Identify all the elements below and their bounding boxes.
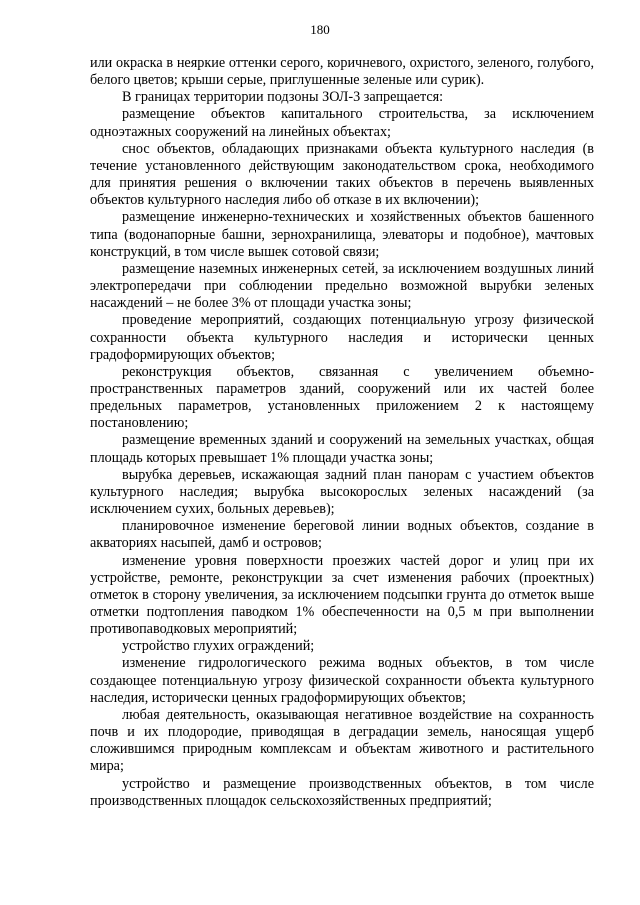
paragraph: проведение мероприятий, создающих потенциальную угрозу физической сохранности объекта культурного наследия и исторически ценных градоформирующих объектов; (90, 312, 594, 363)
paragraph: или окраска в неяркие оттенки серого, коричневого, охристого, зеленого, голубого, белого цветов; крыши серые, приглушенные зеленые или сурик). (90, 55, 594, 89)
paragraph: устройство глухих ограждений; (122, 638, 315, 655)
paragraph: В границах территории подзоны ЗОЛ-3 запрещается: (122, 89, 444, 106)
paragraph: размещение наземных инженерных сетей, за исключением воздушных линий электропередачи при соблюдении предельно возможной вырубки зеленых насаждений – не более 3% от площади участка зоны; (90, 260, 594, 312)
paragraph: размещение временных зданий и сооружений на земельных участках, общая площадь которых превышает 1% площади участка зоны; (90, 432, 594, 466)
paragraph: изменение гидрологического режима водных объектов, в том числе создающее потенциальную угрозу физической сохранности объекта культурного наследия, исторически ценных градоформирующих объектов; (90, 655, 594, 706)
paragraph: изменение уровня поверхности проезжих частей дорог и улиц при их устройстве, ремонте, реконструкции за счет изменения рабочих (проектных) отметок в сторону увеличения, за исключением подсыпки грунта до отметок выше отметки подтопления паводком 1% обеспеченности на 0,5 м при выполнении противопаводковых мероприятий; (90, 552, 594, 638)
paragraph: вырубка деревьев, искажающая задний план панорам с участием объектов культурного наследия; вырубка высокорослых зеленых насаждений (за исключением сухих, больных деревьев); (90, 466, 594, 518)
paragraph: снос объектов, обладающих признаками объекта культурного наследия (в течение установленного действующим законодательством срока, необходимого для принятия решения о включении таких объектов в перечень выявленных объектов культурного наследия либо об отказе в их включении); (90, 140, 594, 209)
paragraph: размещение объектов капитального строительства, за исключением одноэтажных сооружений на линейных объектах; (90, 106, 594, 140)
paragraph: реконструкция объектов, связанная с увеличением объемно-пространственных параметров зданий, сооружений или их частей более предельных параметров, установленных приложением 2 к настоящему постановлению; (90, 363, 594, 432)
paragraph: устройство и размещение производственных объектов, в том числе производственных площадок сельскохозяйственных предприятий; (90, 775, 594, 809)
paragraph: размещение инженерно-технических и хозяйственных объектов башенного типа (водонапорные башни, зернохранилища, элеваторы и подобное), мачтовых конструкций, в том числе вышек сотовой связи; (90, 209, 594, 260)
paragraph: любая деятельность, оказывающая негативное воздействие на сохранность почв и их плодородие, приводящая в деградации земель, наносящая ущерб сложившимся природным комплексам и объектам животного и растительного мира; (90, 706, 594, 775)
paragraph: планировочное изменение береговой линии водных объектов, создание в акваториях насыпей, дамб и островов; (90, 518, 594, 552)
page-number: 180 (310, 22, 330, 37)
body-text (90, 55, 594, 810)
